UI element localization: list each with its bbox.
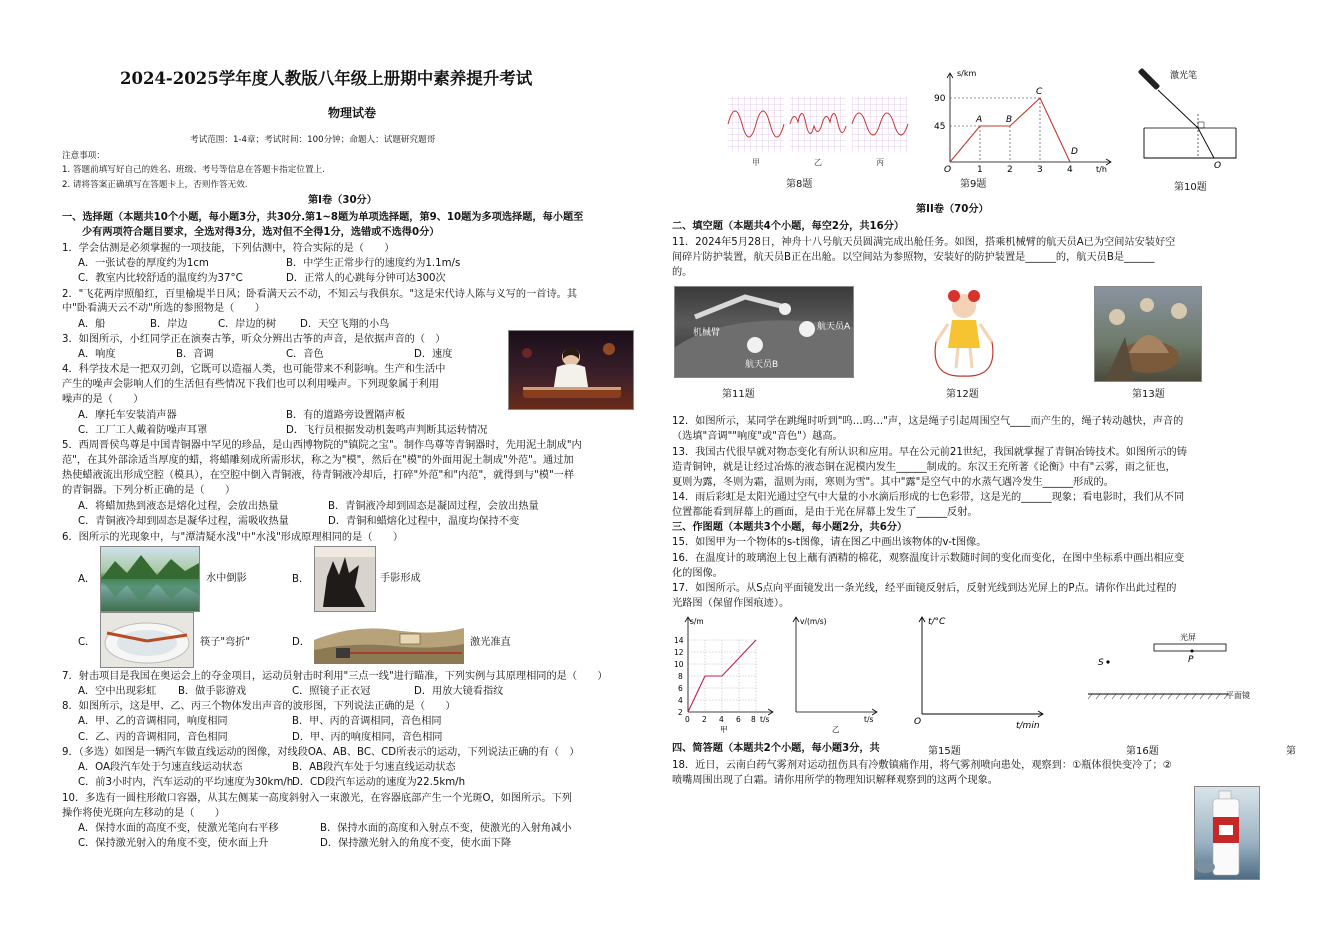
fig9-caption: 第9题 <box>960 179 987 190</box>
q5-option-a: A．将蜡加热到液态是熔化过程，会放出热量 <box>78 501 279 512</box>
q17-mirror-diagram <box>1088 622 1268 708</box>
q5-option-d: D．青铜和蜡熔化过程中，温度均保持不变 <box>328 516 520 527</box>
section3-title: 三、作图题（本题共3个小题，每小题2分，共6分） <box>672 522 908 533</box>
fig8-label-jia: 甲 <box>752 158 760 167</box>
exam-meta: 考试范围：1-4章；考试时间：100分钟；命题人：试题研究题哥 <box>190 135 436 145</box>
q16-line1: 16．在温度计的玻璃泡上包上蘸有酒精的棉花，观察温度计示数随时间的变化而变化，在图中坐标系中画出相应变 <box>672 553 1185 564</box>
q6-option-b-label: 手影形成 <box>380 573 421 584</box>
fig8-waveforms <box>726 92 912 170</box>
q6-option-a-label: 水中倒影 <box>206 573 247 584</box>
q6-option-b-letter: B． <box>292 574 310 585</box>
laser-tunnel-illustration <box>314 620 464 664</box>
q2-option-c: C．岸边的树 <box>218 319 277 330</box>
q15-tick-6: 6 <box>678 684 683 693</box>
q11-label-a: 航天员A <box>817 322 851 332</box>
q8-option-a: A．甲、乙的音调相同，响度相同 <box>78 716 228 727</box>
guzheng-illustration <box>509 331 633 409</box>
q11-spacewalk-photo <box>674 286 854 378</box>
q5-line1: 5．西周晋侯鸟尊是中国青铜器中罕见的珍品，是山西博物院的"镇院之宝"。制作鸟尊等青铜器时，先用泥土制成"内 <box>62 440 582 451</box>
fig9-st-graph <box>930 70 1116 174</box>
q10-option-c: C．保持激光射入的角度不变，使水面上升 <box>78 838 269 849</box>
q17-point-p: P <box>1188 655 1194 665</box>
q3-option-b: B．音调 <box>176 349 214 360</box>
q11-line3: 的。 <box>672 267 693 278</box>
q5-option-b: B．青铜液冷却到固态是凝固过程，会放出热量 <box>328 501 539 512</box>
section1-line1: 一、选择题（本题共10个小题，每小题3分，共30分.第1~8题为单项选择题，第9、10题为多项选择题，每小题至 <box>62 212 584 223</box>
q6-option-d-letter: D． <box>292 637 311 648</box>
q15-text: 15．如图甲为一个物体的s-t图像，请在图乙中画出该物体的v-t图像。 <box>672 537 987 548</box>
notice-1: 1. 答题前填写好自己的姓名、班级、考号等信息在答题卡指定位置上. <box>62 165 325 175</box>
q4-line2: 产生的噪声会影响人们的生活但有些情况下我们也可以利用噪声。下列现象属于利用 <box>62 379 439 390</box>
fig9-tick-2: 2 <box>1007 165 1013 174</box>
fig9-tick-1: 1 <box>977 165 983 174</box>
fig9-tick-3: 3 <box>1037 165 1043 174</box>
q6-option-a-letter: A． <box>78 574 96 585</box>
q10-option-a: A．保持水面的高度不变，使激光笔向右平移 <box>78 823 279 834</box>
q16-caption: 第16题 <box>1126 746 1159 757</box>
q16-y-label: t/°C <box>928 617 946 627</box>
exam-subtitle: 物理试卷 <box>328 106 377 120</box>
q4-line3: 噪声的是（ ） <box>62 394 144 405</box>
q16-x-label: t/min <box>1016 721 1040 731</box>
q1-stem: 1．学会估测是必须掌握的一项技能，下列估测中，符合实际的是（ ） <box>62 243 395 254</box>
q11-label-b: 航天员B <box>745 360 779 370</box>
q9-option-d: D．CD段汽车运动的速度为22.5km/h <box>292 777 466 788</box>
q13-caption: 第13题 <box>1132 389 1165 400</box>
q10-option-b: B．保持水面的高度和入射点不变，使激光的入射角减小 <box>320 823 572 834</box>
fig9-point-b: B <box>1006 115 1013 125</box>
q17-caption: 第 <box>1286 746 1296 757</box>
bent-chopstick-illustration <box>101 613 193 667</box>
q6-reflection-photo <box>100 546 200 612</box>
fig10-caption: 第10题 <box>1174 182 1207 193</box>
q1-option-b: B．中学生正常步行的速度约为1.1m/s <box>286 258 461 269</box>
q17-screen-label: 光屏 <box>1180 633 1196 642</box>
fig9-point-c: C <box>1036 87 1043 97</box>
q2-option-a: A．船 <box>78 319 106 330</box>
waveform-figure <box>726 92 912 170</box>
q11-caption: 第11题 <box>722 389 755 400</box>
q1-option-d: D．正常人的心跳每分钟可达300次 <box>286 273 446 284</box>
q15-y-label: s/m <box>690 617 704 626</box>
q4-option-c: C．工厂工人戴着防噪声耳罩 <box>78 425 208 436</box>
q15-tick-8: 8 <box>678 672 683 681</box>
section2-title: 二、填空题（本题共4个小题，每空2分，共16分） <box>672 221 905 232</box>
q15-tick-14: 14 <box>674 636 684 645</box>
q6-stem: 6．图所示的光现象中，与"潭清疑水浅"中"水浅"形成原理相同的是（ ） <box>62 532 404 543</box>
fig9-tick-90: 90 <box>934 94 946 104</box>
q9-stem: 9．（多选）如图是一辆汽车做直线运动的图像，对线段OA、AB、BC、CD所表示的运动，下列说法正确的有（ ） <box>62 747 580 758</box>
q10-option-d: D．保持激光射入的角度不变，使水面下降 <box>320 838 512 849</box>
q15-vt-y-label: v/(m/s) <box>800 617 827 626</box>
fig8-label-bing: 丙 <box>876 158 884 167</box>
q9-option-b: B．AB段汽车处于匀速直线运动状态 <box>292 762 456 773</box>
q15-tick-2: 2 <box>678 708 683 717</box>
q15-graph-label: 甲 <box>720 725 728 734</box>
q1-option-a: A．一张试卷的厚度约为1cm <box>78 258 209 269</box>
q10-line1: 10．多选有一圆柱形敞口容器，从其左侧某一高度斜射入一束激光，在容器底部产生一个光斑O，如图所示。下列 <box>62 793 572 804</box>
q15-tick-4: 4 <box>678 696 683 705</box>
q15-st-svg <box>672 614 776 734</box>
fig10-laser-label: 激光笔 <box>1170 71 1198 81</box>
spray-can-illustration <box>1195 787 1259 879</box>
q7-option-b: B．做手影游戏 <box>178 686 247 697</box>
q15-vt-svg <box>788 614 880 734</box>
q15-x-label: t/s <box>760 715 770 724</box>
q2-option-b: B．岸边 <box>150 319 188 330</box>
jump-rope-illustration <box>924 288 1004 380</box>
fig10-point-o: O <box>1214 161 1222 170</box>
q5-line4: 的青铜器。下列分析正确的是（ ） <box>62 485 236 496</box>
q16-temperature-graph <box>912 612 1052 732</box>
q3-option-c: C．音色 <box>286 349 324 360</box>
q9-option-a: A．OA段汽车处于匀速直线运动状态 <box>78 762 243 773</box>
q15-vt-graph-label: 乙 <box>832 725 840 734</box>
q13-line2: 造青铜钟，就是让经过冶炼的液态铜在泥模内发生______制成的。东汉王充所著《论衡》中有"云雾，雨之征也， <box>672 462 1176 473</box>
fig9-origin: O <box>944 165 952 174</box>
q16-line2: 化的图像。 <box>672 568 723 579</box>
q11-label-arm: 机械臂 <box>693 328 721 338</box>
q15-vt-graph <box>788 614 880 734</box>
q18-line2: 喷嘴周围出现了白霜。请你用所学的物理知识解释观察到的这两个现象。 <box>672 775 998 786</box>
fig10-laser-container <box>1136 66 1246 170</box>
q12-jump-rope-figure <box>924 288 1004 380</box>
q15-tick-12: 12 <box>674 648 684 657</box>
fig9-point-a: A <box>976 115 983 125</box>
q2-line2: 中"卧看满天云不动"所选的参照物是（ ） <box>62 303 265 314</box>
q6-option-c-letter: C． <box>78 637 96 648</box>
q2-line1: 2．"飞花两岸照船红，百里榆堤半日风；卧看满天云不动，不知云与我俱东。"这是宋代诗人陈与义写的一首诗。其 <box>62 289 578 300</box>
q7-stem: 7．射击项目是我国在奥运会上的夺金项目，运动员射击时利用"三点一线"进行瞄准，下列实例与其原理相同的是（ ） <box>62 671 608 682</box>
q6-shadow-photo <box>314 546 376 612</box>
q12-caption: 第12题 <box>946 389 979 400</box>
q6-chopstick-photo <box>100 612 194 668</box>
fig9-x-axis-label: t/h <box>1096 165 1107 174</box>
section4-title: 四、简答题（本题共2个小题，每小题3分，共 <box>672 743 880 754</box>
q3-option-a: A．响度 <box>78 349 116 360</box>
section1-line2: 少有两项符合题目要求，全选对得3分，选对但不全得1分，选错或不选得0分） <box>82 227 440 238</box>
fig9-svg <box>930 70 1116 174</box>
q12-line2: （选填"音调""响度"或"音色"）越高。 <box>672 431 843 442</box>
q3-option-d: D．速度 <box>414 349 453 360</box>
q5-option-c: C．青铜液冷却到固态是凝华过程，需吸收热量 <box>78 516 289 527</box>
q15-tick-10: 10 <box>674 660 684 669</box>
q6-option-c-label: 筷子"弯折" <box>200 637 251 648</box>
q2-option-d: D．天空飞翔的小鸟 <box>300 319 390 330</box>
bronze-casting-illustration <box>1095 287 1201 381</box>
q13-line3: 夏则为露，冬则为霜，温则为雨，寒则为雪"。其中"露"是空气中的水蒸气遇冷发生______形成的。 <box>672 477 1114 488</box>
fig10-svg <box>1136 66 1246 170</box>
part2-heading: 第II卷（70分） <box>916 204 989 215</box>
q9-option-c: C．前3小时内，汽车运动的平均速度为30km/h <box>78 777 294 788</box>
exam-title: 2024-2025学年度人教版八年级上册期中素养提升考试 <box>120 69 533 88</box>
q15-xtick-4: 4 <box>719 715 724 724</box>
q18-spray-photo <box>1194 786 1260 880</box>
fig8-caption: 第8题 <box>786 179 813 190</box>
part1-heading: 第Ⅰ卷（30分） <box>308 195 377 206</box>
q8-option-d: D．甲、丙的响度相同，音色相同 <box>292 732 443 743</box>
q11-line2: 间碎片防护装置，航天员B正在出舱。以空间站为参照物，安装好的防护装置是______的，航天员B是______ <box>672 252 1155 263</box>
q4-option-b: B．有的道路旁设置隔声板 <box>286 410 406 421</box>
notice-title: 注意事项： <box>62 151 105 161</box>
q3-stem: 3．如图所示，小红同学正在演奏古筝，听众分辨出古筝的声音，是依据声音的（ ） <box>62 334 446 345</box>
fig9-y-axis-label: s/km <box>957 70 977 78</box>
q17-mirror-label: 平面镜 <box>1226 691 1250 700</box>
fig9-point-d: D <box>1071 147 1078 157</box>
q15-caption: 第15题 <box>928 746 961 757</box>
fig9-tick-4: 4 <box>1067 165 1073 174</box>
q6-option-d-label: 激光准直 <box>470 637 511 648</box>
q11-line1: 11．2024年5月28日，神舟十八号航天员圆满完成出舱任务。如图，搭乘机械臂的航天员A已为空间站安装好空 <box>672 237 1176 248</box>
fig8-label-yi: 乙 <box>814 158 822 167</box>
q15-xtick-6: 6 <box>736 715 741 724</box>
space-station-illustration <box>675 287 853 377</box>
q16-svg <box>912 612 1052 732</box>
hand-shadow-illustration <box>315 547 375 611</box>
q15-st-graph <box>672 614 776 734</box>
q13-bronze-casting-photo <box>1094 286 1202 382</box>
q16-origin: O <box>914 717 922 727</box>
q15-vt-x-label: t/s <box>864 715 874 724</box>
q17-line1: 17．如图所示。从S点向平面镜发出一条光线，经平面镜反射后，反射光线到达光屏上的P点。请你作出此过程的 <box>672 583 1177 594</box>
q7-option-c: C．照镜子正衣冠 <box>292 686 371 697</box>
mountain-reflection-illustration <box>101 547 199 611</box>
q6-laser-diagram <box>314 620 464 664</box>
q15-xtick-2: 2 <box>702 715 707 724</box>
q5-line3: 热使蜡液流出形成空腔（模具），在空腔中倒入青铜液，待青铜液冷却后，打碎"外范"和"内范"，就得到与"模"一样 <box>62 470 575 481</box>
q4-line1: 4．科学技术是一把双刃剑，它既可以造福人类，也可能带来不利影响。生产和生活中 <box>62 364 446 375</box>
q18-line1: 18．近日，云南白药气雾剂对运动扭伤具有冷敷镇痛作用，将气雾剂喷向患处，观察到：①瓶体很快变冷了；② <box>672 760 1172 771</box>
q1-option-c: C．教室内比较舒适的温度约为37°C <box>78 273 243 284</box>
q15-xtick-8: 8 <box>751 715 756 724</box>
q12-line1: 12．如图所示，某同学在跳绳时听到"呜…呜…"声，这是绳子引起周围空气____而产生的，绳子转动越快，声音的 <box>672 416 1184 427</box>
q8-option-b: B．甲、丙的音调相同，音色相同 <box>292 716 442 727</box>
q4-option-a: A．摩托车安装消声器 <box>78 410 177 421</box>
fig9-tick-45: 45 <box>934 122 946 132</box>
q14-line2: 位置都能看到屏幕上的画面，是由于光在屏幕上发生了______反射。 <box>672 507 978 518</box>
q17-point-s: S <box>1098 658 1104 668</box>
q15-xtick-0: 0 <box>685 715 690 724</box>
q13-line1: 13．我国古代很早就对物态变化有所认识和应用。早在公元前21世纪，我国就掌握了青铜冶铸技术。如图所示的铸 <box>672 447 1187 458</box>
guzheng-photo <box>508 330 634 410</box>
q17-svg <box>1088 622 1268 708</box>
q8-option-c: C．乙、丙的音调相同，音色相同 <box>78 732 228 743</box>
notice-2: 2. 请将答案正确填写在答题卡上，否则作答无效. <box>62 180 248 190</box>
q17-line2: 光路图（保留作图痕迹）。 <box>672 598 790 609</box>
q7-option-d: D．用放大镜看指纹 <box>414 686 504 697</box>
q8-stem: 8．如图所示，这是甲、乙、丙三个物体发出声音的波形图，下列说法正确的是（ ） <box>62 701 456 712</box>
q10-line2: 操作将使光斑向左移动的是（ ） <box>62 808 225 819</box>
q14-line1: 14．雨后彩虹是太阳光通过空气中大量的小水滴后形成的七色彩带，这是光的______现象；看电影时，我们从不同 <box>672 492 1185 503</box>
q7-option-a: A．空中出现彩虹 <box>78 686 157 697</box>
q4-option-d: D．飞行员根据发动机轰鸣声判断其运转情况 <box>286 425 488 436</box>
q5-line2: 范"，在其外部涂适当厚度的蜡，将蜡雕刻成所需形状，称之为"模"，然后在"模"的外面用泥土制成"外范"。通过加 <box>62 455 574 466</box>
